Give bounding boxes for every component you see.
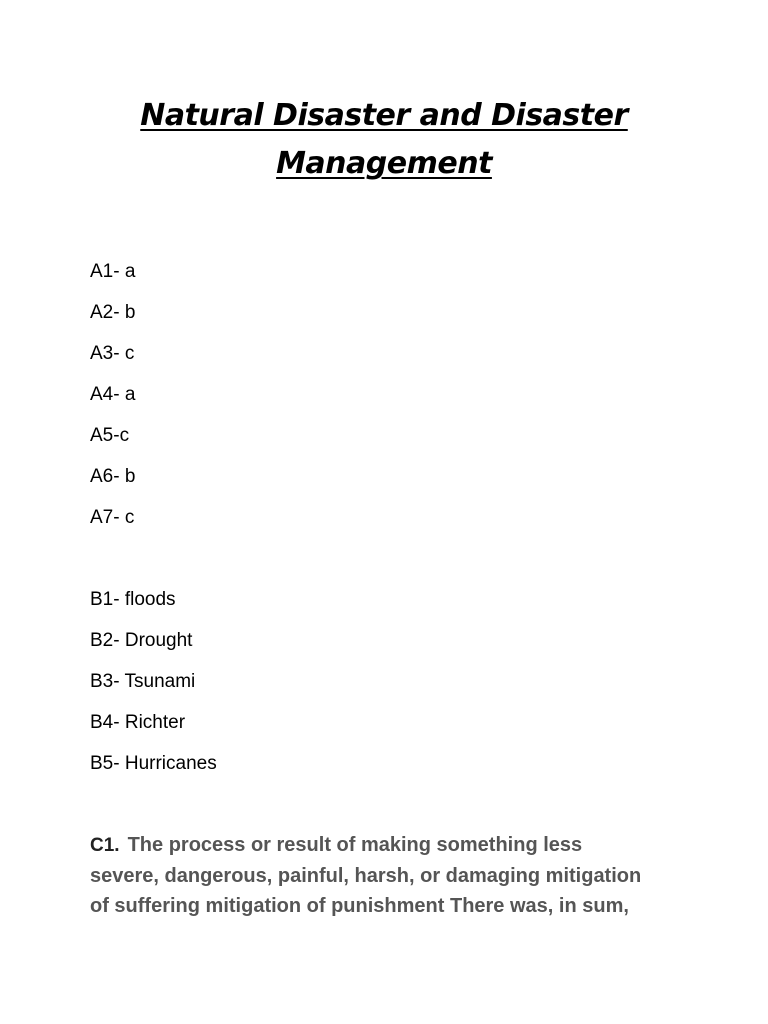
c1-line-1: The process or result of making something less [127, 834, 583, 856]
answer-a1: A1- a [90, 261, 136, 282]
title-line-2: Management [276, 146, 492, 181]
answer-a4: A4- a [90, 384, 136, 405]
page-title [0, 92, 768, 188]
answer-b4: B4- Richter [90, 712, 186, 733]
c1-label: C1. [90, 835, 120, 856]
answer-a3: A3- c [90, 343, 135, 364]
answer-b3: B3- Tsunami [90, 671, 196, 692]
c1-paragraph [90, 830, 700, 921]
answer-b2: B2- Drought [90, 630, 193, 651]
c1-line-3: of suffering mitigation of punishment There was, in sum, [90, 895, 629, 917]
answer-a7: A7- c [90, 507, 135, 528]
answer-b5: B5- Hurricanes [90, 753, 217, 774]
answer-b1: B1- floods [90, 589, 176, 610]
answer-a2: A2- b [90, 302, 136, 323]
answer-a6: A6- b [90, 466, 136, 487]
c1-line-2: severe, dangerous, painful, harsh, or damaging mitigation [90, 865, 642, 887]
answer-a5: A5-c [90, 425, 130, 446]
title-line-1: Natural Disaster and Disaster [140, 98, 628, 133]
